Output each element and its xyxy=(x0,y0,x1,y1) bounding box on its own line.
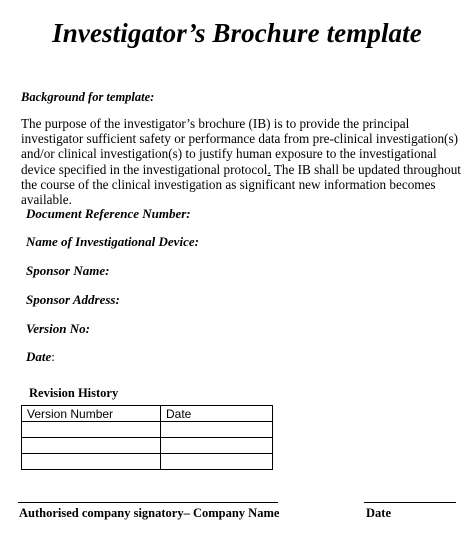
date-colon: : xyxy=(51,349,55,364)
table-cell[interactable] xyxy=(22,454,161,470)
background-text-part1: The purpose of the investigator’s brochure (IB) is to provide the principal investigator sufficient safety or performance data from pre-clinical investigation(s) and/or clinical investigation(s) to justify human exposure to the investigational device specified in the investigational protocol xyxy=(21,116,458,177)
table-cell[interactable] xyxy=(161,454,273,470)
revision-history-table xyxy=(21,405,273,470)
table-cell[interactable] xyxy=(161,422,273,438)
table-cell[interactable] xyxy=(161,438,273,454)
sponsor-address-label: Sponsor Address: xyxy=(26,292,120,307)
date-field xyxy=(26,349,55,365)
signatory-label: Authorised company signatory– Company Name xyxy=(19,506,280,520)
revision-history-title: Revision History xyxy=(29,386,119,400)
background-paragraph xyxy=(21,116,466,207)
table-row xyxy=(22,454,273,470)
page-title: Investigator’s Brochure template xyxy=(52,18,422,48)
table-row xyxy=(22,438,273,454)
background-text-part2: The IB shall be updated throughout the course of the clinical investigation as significant new information becomes available. xyxy=(21,161,461,208)
table-cell[interactable] xyxy=(22,422,161,438)
device-name-label: Name of Investigational Device: xyxy=(26,234,199,249)
version-no-label: Version No: xyxy=(26,321,90,336)
table-cell[interactable] xyxy=(22,438,161,454)
date-label: Date xyxy=(26,349,52,364)
table-header-row xyxy=(22,406,273,422)
sponsor-name-label: Sponsor Name: xyxy=(26,263,110,278)
document-reference-label: Document Reference Number: xyxy=(26,206,191,221)
column-header-date: Date xyxy=(161,406,273,422)
column-header-version: Version Number xyxy=(22,406,161,422)
date-signature-line xyxy=(364,502,456,503)
background-heading: Background for template: xyxy=(21,90,155,104)
signatory-signature-line xyxy=(18,502,278,503)
background-text-underlined: . xyxy=(267,161,271,177)
signature-date-label: Date xyxy=(366,506,391,520)
table-row xyxy=(22,422,273,438)
